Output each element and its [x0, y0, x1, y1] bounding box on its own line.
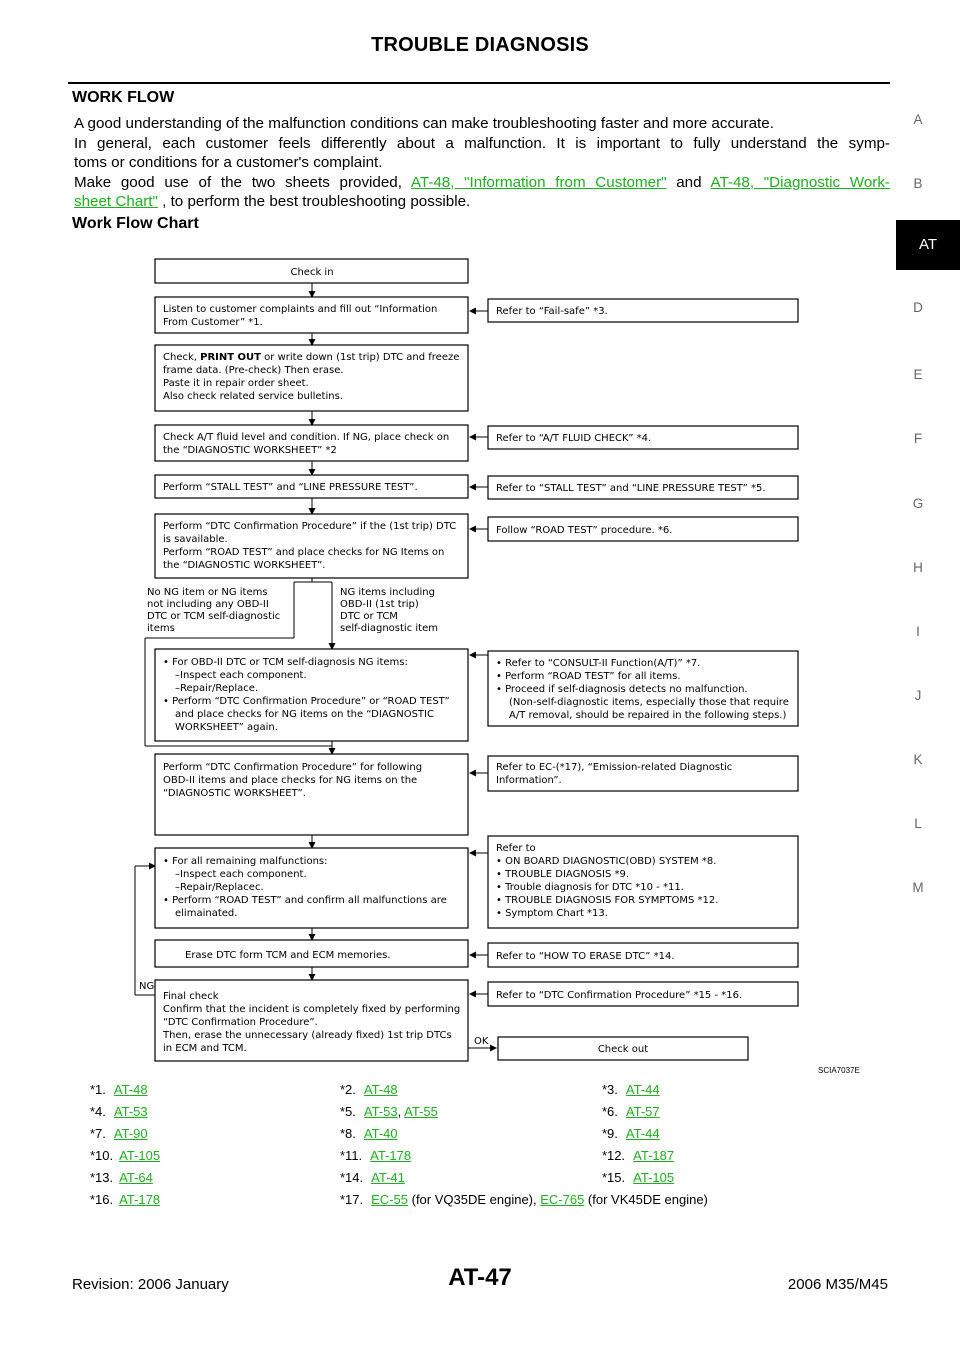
- reference-note: (for VQ35DE engine),: [408, 1192, 541, 1207]
- box-remaining-4: • Perform “ROAD TEST” and confirm all malfunctions are: [163, 895, 447, 906]
- box-refer-to-3: • TROUBLE DIAGNOSIS *9.: [496, 869, 630, 880]
- footer-model: 2006 M35/M45: [787, 1276, 888, 1293]
- page-title: TROUBLE DIAGNOSIS: [371, 34, 589, 56]
- section-heading: WORK FLOW: [72, 89, 175, 106]
- box-obd-line-1: • For OBD-II DTC or TCM self-diagnosis NG items:: [163, 657, 408, 668]
- label-ng-incl-1: NG items including: [340, 587, 435, 598]
- box-follow-road-text: Follow “ROAD TEST” procedure. *6.: [496, 525, 673, 536]
- reference-link[interactable]: AT-57: [625, 1104, 660, 1119]
- side-tab-m[interactable]: M: [912, 880, 924, 895]
- footer-revision: Revision: 2006 January: [72, 1276, 229, 1293]
- box-final-2: Confirm that the incident is completely fixed by performing: [163, 1004, 461, 1015]
- reference-number: *12.: [602, 1148, 626, 1163]
- label-no-ng-4: items: [147, 623, 175, 634]
- reference-number: *1.: [90, 1082, 106, 1097]
- reference-item: [90, 1192, 160, 1207]
- reference-link[interactable]: AT-41: [371, 1170, 405, 1185]
- reference-link[interactable]: AT-48: [363, 1082, 398, 1097]
- reference-separator: ,: [397, 1104, 405, 1119]
- box-check-in-text: Check in: [290, 267, 334, 278]
- reference-item: [90, 1170, 153, 1185]
- box-consult-3: • Proceed if self-diagnosis detects no malfunction.: [496, 684, 748, 695]
- reference-number: *4.: [90, 1104, 106, 1119]
- reference-number: *5.: [340, 1104, 356, 1119]
- side-tab-l[interactable]: L: [914, 816, 922, 831]
- reference-number: *16.: [90, 1192, 114, 1207]
- box-remaining-3: –Repair/Replacec.: [175, 882, 264, 893]
- box-obd-line-3: –Repair/Replace.: [175, 683, 259, 694]
- box-consult-4: (Non-self-diagnostic items, especially those that require: [509, 697, 789, 708]
- box-check-line-2: Paste it in repair order sheet.: [163, 378, 309, 389]
- intro-line-2a: In general, each customer feels differently about a malfunction. It is important to fully understand the symp-: [74, 134, 890, 152]
- box-obd-line-4: • Perform “DTC Confirmation Procedure” or “ROAD TEST”: [163, 696, 450, 707]
- box-refer-ec-1: Refer to EC-(*17), “Emission-related Diagnostic: [496, 762, 733, 773]
- reference-link[interactable]: AT-48: [113, 1082, 148, 1097]
- intro-line-4-text: , to perform the best troubleshooting possible.: [157, 193, 471, 210]
- chart-heading: Work Flow Chart: [72, 215, 199, 232]
- reference-number: *13.: [90, 1170, 114, 1185]
- link-diagnostic-worksheet-part1[interactable]: AT-48, "Diagnostic Work-: [710, 173, 890, 191]
- reference-number: *7.: [90, 1126, 106, 1141]
- reference-link[interactable]: AT-64: [119, 1170, 153, 1185]
- box-consult-5: A/T removal, should be repaired in the following steps.): [509, 710, 787, 721]
- label-ok: OK: [474, 1036, 489, 1047]
- box-obd-line-2: –Inspect each component.: [175, 670, 307, 681]
- box-refer-stall-text: Refer to “STALL TEST” and “LINE PRESSURE TEST” *5.: [496, 483, 766, 494]
- box-check-line-1: frame data. (Pre-check) Then erase.: [163, 365, 344, 376]
- box-dtc-follow-1: Perform “DTC Confirmation Procedure” for following: [163, 762, 423, 773]
- box-dtc-line-2: is savailable.: [163, 534, 228, 545]
- box-check-print-c: or write down (1st trip) DTC and freeze: [261, 352, 460, 363]
- box-obd-line-5: and place checks for NG items on the “DIAGNOSTIC: [175, 709, 434, 720]
- box-listen-line-2: From Customer” *1.: [163, 317, 263, 328]
- reference-item: [340, 1082, 398, 1097]
- reference-number: *14.: [340, 1170, 364, 1185]
- reference-item: [340, 1104, 438, 1119]
- box-listen-line-1: Listen to customer complaints and fill out “Information: [163, 304, 438, 315]
- reference-link[interactable]: AT-187: [633, 1148, 675, 1163]
- reference-link[interactable]: AT-53: [363, 1104, 398, 1119]
- link-diagnostic-worksheet-part2[interactable]: sheet Chart": [74, 193, 158, 210]
- side-tab-i[interactable]: I: [916, 624, 920, 639]
- box-consult-2: • Perform “ROAD TEST” for all items.: [496, 671, 681, 682]
- label-no-ng-3: DTC or TCM self-diagnostic: [147, 611, 281, 622]
- box-erase-text: Erase DTC form TCM and ECM memories.: [185, 950, 391, 961]
- box-final-3: “DTC Confirmation Procedure”.: [163, 1017, 318, 1028]
- reference-item: [602, 1126, 660, 1141]
- side-tab-at[interactable]: AT: [896, 220, 960, 270]
- reference-item: [90, 1148, 160, 1163]
- reference-link[interactable]: AT-53: [113, 1104, 148, 1119]
- reference-number: *15.: [602, 1170, 626, 1185]
- reference-number: *11.: [340, 1148, 363, 1163]
- box-dtc-follow-2: OBD-II items and place checks for NG items on the: [163, 775, 418, 786]
- box-remaining-5: elimainated.: [175, 908, 238, 919]
- label-no-ng: [147, 587, 283, 634]
- reference-number: *6.: [602, 1104, 618, 1119]
- box-refer-to-6: • Symptom Chart *13.: [496, 908, 608, 919]
- box-fluid-line-2: the “DIAGNOSTIC WORKSHEET” *2: [163, 445, 337, 456]
- box-consult-1: • Refer to “CONSULT-II Function(A/T)” *7.: [496, 658, 701, 669]
- box-refer-to-2: • ON BOARD DIAGNOSTIC(OBD) SYSTEM *8.: [496, 856, 717, 867]
- box-final-4: Then, erase the unnecessary (already fixed) 1st trip DTCs: [163, 1030, 452, 1041]
- reference-item: [602, 1148, 674, 1163]
- side-tab-g[interactable]: G: [912, 496, 924, 511]
- reference-link[interactable]: EC-765: [540, 1192, 585, 1207]
- footer-page-number: AT-47: [448, 1264, 512, 1291]
- reference-link[interactable]: AT-178: [370, 1148, 412, 1163]
- reference-item: [602, 1170, 674, 1185]
- side-tab-f[interactable]: F: [913, 431, 923, 446]
- reference-link[interactable]: AT-105: [119, 1148, 161, 1163]
- reference-link[interactable]: AT-178: [119, 1192, 161, 1207]
- box-dtc-follow-3: “DIAGNOSTIC WORKSHEET”.: [163, 788, 306, 799]
- label-ng-incl-4: self-diagnostic item: [340, 623, 438, 634]
- box-fluid-line-1: Check A/T fluid level and condition. If NG, place check on: [163, 432, 450, 443]
- side-tab-d[interactable]: D: [913, 300, 923, 315]
- box-remaining-1: • For all remaining malfunctions:: [163, 856, 328, 867]
- reference-link[interactable]: AT-55: [404, 1104, 438, 1119]
- intro-line-2b: toms or conditions for a customer's complaint.: [74, 154, 383, 171]
- box-check-print-a: Check,: [163, 352, 201, 363]
- box-refer-ec-2: Information”.: [496, 775, 562, 786]
- box-check-line-3: Also check related service bulletins.: [163, 391, 343, 402]
- box-final-1: Final check: [163, 991, 219, 1002]
- reference-item: [340, 1148, 411, 1163]
- box-final-5: in ECM and TCM.: [163, 1043, 247, 1054]
- reference-link[interactable]: AT-90: [113, 1126, 148, 1141]
- reference-item: [90, 1082, 148, 1097]
- box-refer-to-5: • TROUBLE DIAGNOSIS FOR SYMPTOMS *12.: [496, 895, 719, 906]
- reference-link[interactable]: AT-105: [633, 1170, 675, 1185]
- side-tab-h[interactable]: H: [913, 560, 923, 575]
- box-check-out-text: Check out: [597, 1044, 649, 1055]
- reference-link[interactable]: EC-55: [371, 1192, 408, 1207]
- label-ng: NG: [139, 981, 155, 992]
- side-tab-e[interactable]: E: [913, 367, 923, 382]
- label-ng-incl-2: OBD-II (1st trip): [340, 599, 419, 610]
- reference-note: (for VK45DE engine): [584, 1192, 708, 1207]
- reference-link[interactable]: AT-44: [625, 1126, 660, 1141]
- reference-item: [340, 1170, 405, 1185]
- label-ng-including: [340, 587, 438, 634]
- box-dtc-line-3: Perform “ROAD TEST” and place checks for NG Items on: [163, 547, 445, 558]
- reference-item: [602, 1082, 660, 1097]
- reference-number: *8.: [340, 1126, 356, 1141]
- reference-item: [340, 1192, 708, 1207]
- label-no-ng-1: No NG item or NG items: [147, 587, 268, 598]
- side-tab-j[interactable]: J: [914, 688, 922, 703]
- reference-number: *17.: [340, 1192, 364, 1207]
- reference-number: *2.: [340, 1082, 356, 1097]
- intro-line-3-text: Make good use of the two sheets provided,: [74, 173, 411, 191]
- reference-link[interactable]: AT-44: [625, 1082, 660, 1097]
- box-refer-to-4: • Trouble diagnosis for DTC *10 - *11.: [496, 882, 684, 893]
- reference-number: *10.: [90, 1148, 114, 1163]
- box-refer-final-text: Refer to “DTC Confirmation Procedure” *15 - *16.: [496, 990, 743, 1001]
- reference-item: [90, 1104, 148, 1119]
- figure-id: SCIA7037E: [818, 1066, 860, 1075]
- reference-item: [602, 1104, 660, 1119]
- box-dtc-line-4: the “DIAGNOSTIC WORKSHEET”.: [163, 560, 326, 571]
- box-refer-to-1: Refer to: [496, 843, 536, 854]
- reference-item: [340, 1126, 398, 1141]
- intro-line-1: A good understanding of the malfunction conditions can make troubleshooting faster and more accurate.: [74, 115, 774, 132]
- box-refer-fluid-text: Refer to “A/T FLUID CHECK” *4.: [496, 433, 652, 444]
- intro-line-3-and: and: [666, 173, 711, 191]
- side-tab-b[interactable]: B: [913, 176, 923, 191]
- box-dtc-line-1: Perform “DTC Confirmation Procedure” if the (1st trip) DTC: [163, 521, 457, 532]
- label-ng-incl-3: DTC or TCM: [340, 611, 398, 622]
- box-refer-failsafe-text: Refer to “Fail-safe” *3.: [496, 306, 608, 317]
- reference-number: *9.: [602, 1126, 618, 1141]
- box-obd-line-6: WORKSHEET” again.: [175, 722, 278, 733]
- reference-item: [90, 1126, 148, 1141]
- side-tab-a[interactable]: A: [913, 112, 923, 127]
- side-tab-k[interactable]: K: [913, 752, 923, 767]
- box-check-print-b: PRINT OUT: [200, 352, 261, 363]
- box-remaining-2: –Inspect each component.: [175, 869, 307, 880]
- link-information-from-customer[interactable]: AT-48, "Information from Customer": [410, 173, 667, 191]
- box-stall-text: Perform “STALL TEST” and “LINE PRESSURE TEST”.: [163, 482, 418, 493]
- box-refer-erase-text: Refer to “HOW TO ERASE DTC” *14.: [496, 951, 675, 962]
- label-no-ng-2: not including any OBD-II: [147, 599, 269, 610]
- reference-link[interactable]: AT-40: [363, 1126, 398, 1141]
- reference-number: *3.: [602, 1082, 618, 1097]
